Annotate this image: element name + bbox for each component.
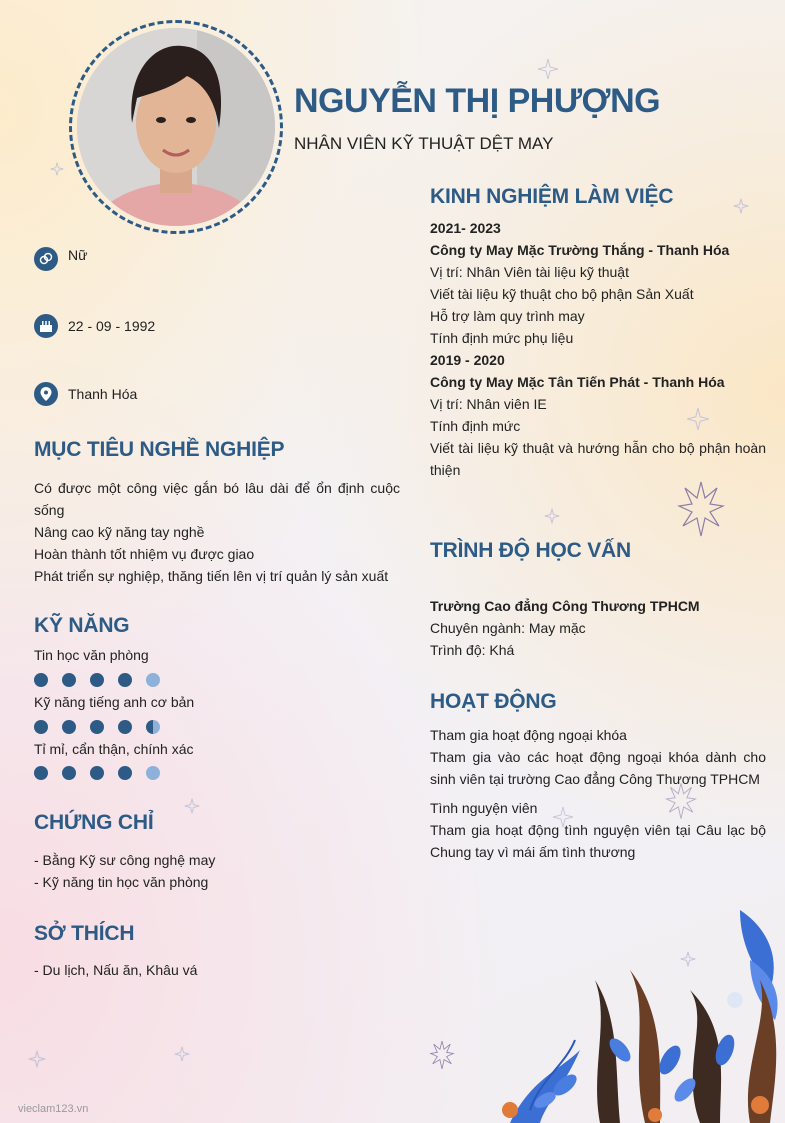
education-major: Chuyên ngành: May mặc <box>430 620 586 636</box>
birthday-value: 22 - 09 - 1992 <box>68 318 156 334</box>
candidate-name: NGUYỄN THỊ PHƯỢNG <box>294 82 661 120</box>
experience-list <box>430 217 766 481</box>
hobbies-heading: SỞ THÍCH <box>34 922 135 945</box>
rating-dot <box>34 766 48 780</box>
address-row <box>34 382 137 406</box>
school-name: Trường Cao đẳng Công Thương TPHCM <box>430 598 700 614</box>
gender-value: Nữ <box>68 247 88 263</box>
job-period: 2019 - 2020 <box>430 352 505 368</box>
activity-title: Tình nguyện viên <box>430 800 538 816</box>
gender-icon <box>34 247 58 271</box>
certificate-item: - Kỹ năng tin học văn phòng <box>34 874 209 890</box>
skill-name: Kỹ năng tiếng anh cơ bản <box>34 694 195 710</box>
starburst-icon <box>665 782 697 820</box>
sparkle-icon <box>686 407 710 431</box>
footer-brand: vieclam123.vn <box>18 1103 89 1115</box>
job-duty: Tính định mức phụ liệu <box>430 330 574 346</box>
certificate-item: - Bằng Kỹ sư công nghệ may <box>34 852 216 868</box>
education-heading: TRÌNH ĐỘ HỌC VẤN <box>430 539 631 562</box>
starburst-icon <box>428 1040 456 1070</box>
skill-name: Tin học văn phòng <box>34 647 149 663</box>
job-duty: Viết tài liệu kỹ thuật và hướng hẫn cho bộ phận hoàn thiện <box>430 440 766 478</box>
rating-dot <box>90 720 104 734</box>
job-company: Công ty May Mặc Tân Tiến Phát - Thanh Hóa <box>430 374 725 390</box>
skill-rating <box>34 766 174 780</box>
sparkle-icon <box>184 798 200 814</box>
certificates-heading: CHỨNG CHỈ <box>34 811 154 834</box>
rating-dot <box>146 720 160 734</box>
education-block <box>430 595 766 661</box>
rating-dot <box>34 673 48 687</box>
starburst-icon <box>677 480 725 538</box>
skills-heading: KỸ NĂNG <box>34 614 130 637</box>
hobby-item: - Du lịch, Nấu ăn, Khâu vá <box>34 962 198 978</box>
job-duty: Tính định mức <box>430 418 521 434</box>
job-duty: Hỗ trợ làm quy trình may <box>430 308 585 324</box>
objective-item: Nâng cao kỹ năng tay nghề <box>34 524 205 540</box>
job-title: NHÂN VIÊN KỸ THUẬT DỆT MAY <box>294 134 554 153</box>
job-position: Vị trí: Nhân Viên tài liệu kỹ thuật <box>430 264 629 280</box>
avatar <box>69 20 283 234</box>
rating-dot <box>118 673 132 687</box>
rating-dot <box>62 766 76 780</box>
birthday-row <box>34 314 155 338</box>
objective-heading: MỤC TIÊU NGHỀ NGHIỆP <box>34 438 285 461</box>
floral-decoration <box>470 900 785 1123</box>
activity-desc: Tham gia hoạt động tình nguyện viên tại Câu lạc bộ Chung tay vì mái ấm tình thương <box>430 822 766 860</box>
job-duty: Viết tài liệu kỹ thuật cho bộ phận Sản Xuất <box>430 286 694 302</box>
sparkle-icon <box>537 58 559 80</box>
cake-icon <box>34 314 58 338</box>
activity-title: Tham gia hoạt động ngoại khóa <box>430 727 627 743</box>
gender-row <box>34 247 87 271</box>
location-pin-icon <box>34 382 58 406</box>
rating-dot <box>90 673 104 687</box>
profile-photo-illustration <box>77 28 275 226</box>
activities-heading: HOẠT ĐỘNG <box>430 690 557 713</box>
experience-heading: KINH NGHIỆM LÀM VIỆC <box>430 185 674 208</box>
objective-item: Phát triển sự nghiệp, thăng tiến lên vị trí quản lý sản xuất <box>34 568 389 584</box>
sparkle-icon <box>552 806 574 828</box>
sparkle-icon <box>544 508 560 524</box>
objective-item: Hoàn thành tốt nhiệm vụ được giao <box>34 546 255 562</box>
objective-item: Có được một công việc gắn bó lâu dài để ổn định cuộc sống <box>34 480 400 518</box>
rating-dot <box>146 766 160 780</box>
rating-dot <box>118 766 132 780</box>
rating-dot <box>90 766 104 780</box>
address-value: Thanh Hóa <box>68 386 138 402</box>
skill-rating <box>34 720 174 734</box>
sparkle-icon <box>174 1046 190 1062</box>
sparkle-icon <box>50 162 64 176</box>
activity-desc: Tham gia vào các hoạt động ngoại khóa dành cho sinh viên tại trường Cao đẳng Công Thương TPHCM <box>430 749 766 787</box>
rating-dot <box>34 720 48 734</box>
rating-dot <box>62 673 76 687</box>
skill-name: Tỉ mỉ, cẩn thận, chính xác <box>34 741 194 757</box>
certificates-list <box>34 849 215 893</box>
sparkle-icon <box>28 1050 46 1068</box>
rating-dot <box>118 720 132 734</box>
job-period: 2021- 2023 <box>430 220 501 236</box>
skill-rating <box>34 673 174 687</box>
objective-list <box>34 477 400 587</box>
sparkle-icon <box>733 198 749 214</box>
education-grade: Trình độ: Khá <box>430 642 515 658</box>
job-company: Công ty May Mặc Trường Thắng - Thanh Hóa <box>430 242 730 258</box>
activities-list <box>430 724 766 863</box>
profile-photo <box>77 28 275 226</box>
rating-dot <box>62 720 76 734</box>
rating-dot <box>146 673 160 687</box>
job-position: Vị trí: Nhân viên IE <box>430 396 547 412</box>
